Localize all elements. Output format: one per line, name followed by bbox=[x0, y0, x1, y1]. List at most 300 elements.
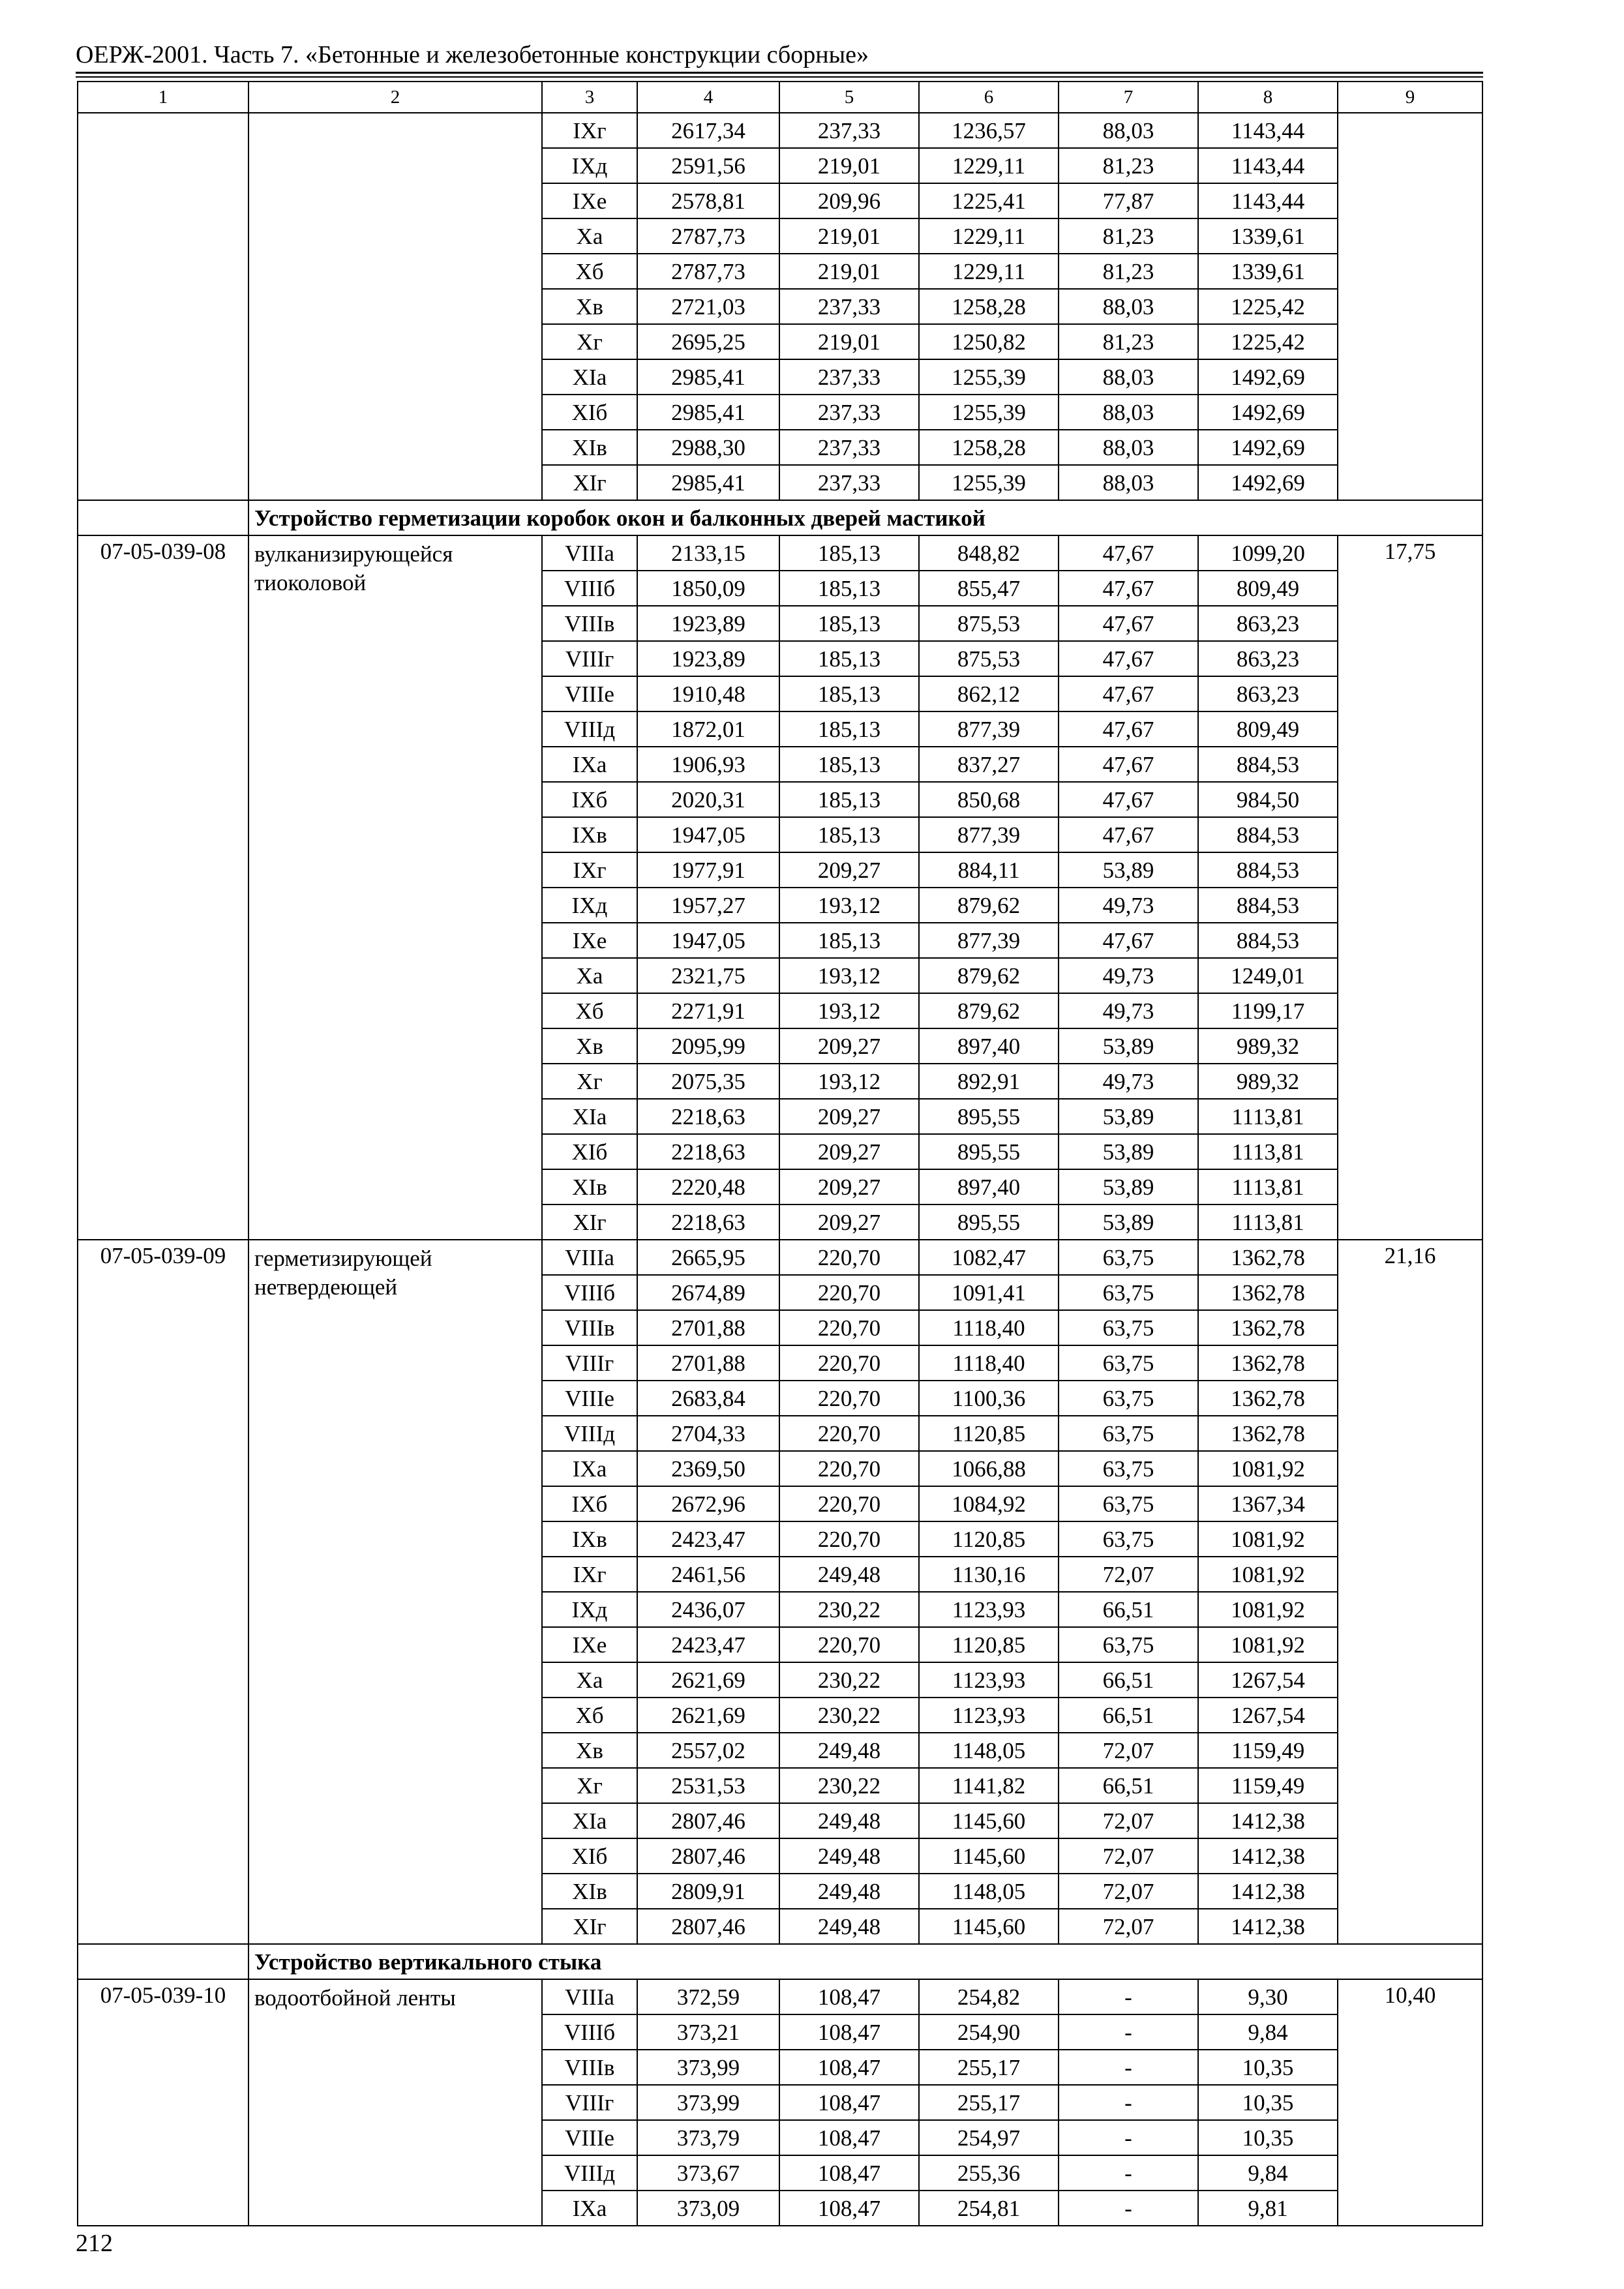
total-cost-cell: 2423,47 bbox=[637, 1521, 779, 1557]
wages-cell: 220,70 bbox=[779, 1381, 919, 1416]
total-cost-cell: 2218,63 bbox=[637, 1134, 779, 1169]
machinist-wages-cell: 72,07 bbox=[1059, 1803, 1198, 1838]
zone-cell: Xг bbox=[542, 1768, 637, 1803]
machines-cell: 1229,11 bbox=[919, 148, 1059, 183]
zone-cell: VIIIб bbox=[542, 571, 637, 606]
machines-cell: 895,55 bbox=[919, 1134, 1059, 1169]
machinist-wages-cell: 53,89 bbox=[1059, 1134, 1198, 1169]
table-row bbox=[78, 1979, 1482, 2014]
total-cost-cell: 1923,89 bbox=[637, 641, 779, 676]
description-cell bbox=[248, 113, 542, 500]
materials-cell: 1362,78 bbox=[1198, 1275, 1338, 1310]
zone-cell: IXе bbox=[542, 1627, 637, 1662]
machinist-wages-cell: 72,07 bbox=[1059, 1733, 1198, 1768]
machinist-wages-cell: 66,51 bbox=[1059, 1592, 1198, 1627]
machines-cell: 255,17 bbox=[919, 2050, 1059, 2085]
materials-cell: 1199,17 bbox=[1198, 993, 1338, 1028]
machines-cell: 255,36 bbox=[919, 2155, 1059, 2191]
wages-cell: 219,01 bbox=[779, 218, 919, 254]
header-rule-thin bbox=[76, 76, 1483, 78]
wages-cell: 185,13 bbox=[779, 571, 919, 606]
wages-cell: 230,22 bbox=[779, 1698, 919, 1733]
total-cost-cell: 2674,89 bbox=[637, 1275, 779, 1310]
materials-cell: 1159,49 bbox=[1198, 1768, 1338, 1803]
wages-cell: 230,22 bbox=[779, 1662, 919, 1698]
zone-cell: IXa bbox=[542, 747, 637, 782]
section-heading: Устройство герметизации коробок окон и балконных дверей мастикой bbox=[248, 500, 1482, 535]
zone-cell: IXa bbox=[542, 1451, 637, 1486]
materials-cell: 1492,69 bbox=[1198, 395, 1338, 430]
machines-cell: 862,12 bbox=[919, 676, 1059, 711]
materials-cell: 1113,81 bbox=[1198, 1134, 1338, 1169]
materials-cell: 1412,38 bbox=[1198, 1803, 1338, 1838]
machines-cell: 879,62 bbox=[919, 958, 1059, 993]
table-row bbox=[78, 113, 1482, 148]
materials-cell: 1412,38 bbox=[1198, 1909, 1338, 1944]
materials-cell: 1362,78 bbox=[1198, 1416, 1338, 1451]
materials-cell: 1081,92 bbox=[1198, 1592, 1338, 1627]
wages-cell: 237,33 bbox=[779, 289, 919, 324]
materials-cell: 809,49 bbox=[1198, 711, 1338, 747]
wages-cell: 193,12 bbox=[779, 888, 919, 923]
zone-cell: XIв bbox=[542, 1874, 637, 1909]
machinist-wages-cell: 63,75 bbox=[1059, 1275, 1198, 1310]
wages-cell: 230,22 bbox=[779, 1592, 919, 1627]
column-number: 9 bbox=[1338, 82, 1482, 113]
zone-cell: XIг bbox=[542, 1909, 637, 1944]
zone-cell: VIIIд bbox=[542, 1416, 637, 1451]
wages-cell: 249,48 bbox=[779, 1733, 919, 1768]
wages-cell: 237,33 bbox=[779, 359, 919, 395]
machinist-wages-cell: 63,75 bbox=[1059, 1345, 1198, 1381]
materials-cell: 989,32 bbox=[1198, 1028, 1338, 1064]
total-cost-cell: 1872,01 bbox=[637, 711, 779, 747]
materials-cell: 9,81 bbox=[1198, 2191, 1338, 2226]
wages-cell: 237,33 bbox=[779, 430, 919, 465]
zone-cell: IXв bbox=[542, 1521, 637, 1557]
total-cost-cell: 373,09 bbox=[637, 2191, 779, 2226]
machinist-wages-cell: 72,07 bbox=[1059, 1909, 1198, 1944]
materials-cell: 809,49 bbox=[1198, 571, 1338, 606]
materials-cell: 1099,20 bbox=[1198, 535, 1338, 571]
wages-cell: 108,47 bbox=[779, 1979, 919, 2014]
column-number: 5 bbox=[779, 82, 919, 113]
total-cost-cell: 2807,46 bbox=[637, 1803, 779, 1838]
machines-cell: 1118,40 bbox=[919, 1310, 1059, 1345]
materials-cell: 989,32 bbox=[1198, 1064, 1338, 1099]
wages-cell: 108,47 bbox=[779, 2085, 919, 2120]
zone-cell: VIIIв bbox=[542, 606, 637, 641]
materials-cell: 863,23 bbox=[1198, 606, 1338, 641]
machines-cell: 897,40 bbox=[919, 1028, 1059, 1064]
total-cost-cell: 2985,41 bbox=[637, 395, 779, 430]
materials-cell: 1249,01 bbox=[1198, 958, 1338, 993]
total-cost-cell: 1947,05 bbox=[637, 817, 779, 852]
labor-cost-value: 10,40 bbox=[1338, 1979, 1482, 2226]
section-heading-blank bbox=[78, 1944, 248, 1979]
wages-cell: 185,13 bbox=[779, 535, 919, 571]
machinist-wages-cell: 49,73 bbox=[1059, 993, 1198, 1028]
machinist-wages-cell: 47,67 bbox=[1059, 923, 1198, 958]
zone-cell: VIIIе bbox=[542, 676, 637, 711]
materials-cell: 9,84 bbox=[1198, 2014, 1338, 2050]
materials-cell: 1492,69 bbox=[1198, 430, 1338, 465]
machinist-wages-cell: 88,03 bbox=[1059, 395, 1198, 430]
zone-cell: IXг bbox=[542, 1557, 637, 1592]
machines-cell: 1091,41 bbox=[919, 1275, 1059, 1310]
zone-cell: VIIIв bbox=[542, 1310, 637, 1345]
total-cost-cell: 2369,50 bbox=[637, 1451, 779, 1486]
total-cost-cell: 2683,84 bbox=[637, 1381, 779, 1416]
wages-cell: 249,48 bbox=[779, 1557, 919, 1592]
machinist-wages-cell: 81,23 bbox=[1059, 148, 1198, 183]
machinist-wages-cell: - bbox=[1059, 2191, 1198, 2226]
zone-cell: Xг bbox=[542, 324, 637, 359]
machinist-wages-cell: 88,03 bbox=[1059, 113, 1198, 148]
materials-cell: 1362,78 bbox=[1198, 1345, 1338, 1381]
machinist-wages-cell: 63,75 bbox=[1059, 1310, 1198, 1345]
labor-cost-value: 21,16 bbox=[1338, 1240, 1482, 1944]
column-number: 8 bbox=[1198, 82, 1338, 113]
total-cost-cell: 2218,63 bbox=[637, 1099, 779, 1134]
column-number-row bbox=[78, 82, 1482, 113]
wages-cell: 185,13 bbox=[779, 676, 919, 711]
zone-cell: Xв bbox=[542, 1028, 637, 1064]
machines-cell: 1148,05 bbox=[919, 1874, 1059, 1909]
machinist-wages-cell: 63,75 bbox=[1059, 1627, 1198, 1662]
wages-cell: 193,12 bbox=[779, 1064, 919, 1099]
zone-cell: IXa bbox=[542, 2191, 637, 2226]
total-cost-cell: 1947,05 bbox=[637, 923, 779, 958]
total-cost-cell: 2809,91 bbox=[637, 1874, 779, 1909]
rates-table bbox=[77, 81, 1483, 2226]
materials-cell: 1492,69 bbox=[1198, 465, 1338, 500]
column-number: 1 bbox=[78, 82, 248, 113]
zone-cell: IXг bbox=[542, 113, 637, 148]
machinist-wages-cell: 53,89 bbox=[1059, 1028, 1198, 1064]
machines-cell: 1255,39 bbox=[919, 395, 1059, 430]
machinist-wages-cell: 81,23 bbox=[1059, 324, 1198, 359]
zone-cell: VIIIa bbox=[542, 535, 637, 571]
zone-cell: VIIIa bbox=[542, 1979, 637, 2014]
wages-cell: 108,47 bbox=[779, 2191, 919, 2226]
machinist-wages-cell: 66,51 bbox=[1059, 1662, 1198, 1698]
total-cost-cell: 2701,88 bbox=[637, 1310, 779, 1345]
machinist-wages-cell: - bbox=[1059, 2120, 1198, 2155]
machines-cell: 1100,36 bbox=[919, 1381, 1059, 1416]
rate-code: 07-05-039-09 bbox=[78, 1240, 248, 1944]
column-number: 4 bbox=[637, 82, 779, 113]
zone-cell: IXд bbox=[542, 888, 637, 923]
total-cost-cell: 2578,81 bbox=[637, 183, 779, 218]
total-cost-cell: 373,99 bbox=[637, 2085, 779, 2120]
machinist-wages-cell: 63,75 bbox=[1059, 1416, 1198, 1451]
total-cost-cell: 2695,25 bbox=[637, 324, 779, 359]
rate-code: 07-05-039-08 bbox=[78, 535, 248, 1240]
machines-cell: 1120,85 bbox=[919, 1416, 1059, 1451]
total-cost-cell: 2423,47 bbox=[637, 1627, 779, 1662]
total-cost-cell: 2218,63 bbox=[637, 1204, 779, 1240]
materials-cell: 1367,34 bbox=[1198, 1486, 1338, 1521]
machines-cell: 848,82 bbox=[919, 535, 1059, 571]
machines-cell: 1123,93 bbox=[919, 1698, 1059, 1733]
machinist-wages-cell: 47,67 bbox=[1059, 606, 1198, 641]
total-cost-cell: 2988,30 bbox=[637, 430, 779, 465]
machines-cell: 1141,82 bbox=[919, 1768, 1059, 1803]
zone-cell: VIIIе bbox=[542, 1381, 637, 1416]
zone-cell: IXе bbox=[542, 923, 637, 958]
machines-cell: 1148,05 bbox=[919, 1733, 1059, 1768]
materials-cell: 10,35 bbox=[1198, 2050, 1338, 2085]
zone-cell: VIIIд bbox=[542, 711, 637, 747]
machinist-wages-cell: 81,23 bbox=[1059, 218, 1198, 254]
wages-cell: 249,48 bbox=[779, 1838, 919, 1874]
materials-cell: 1081,92 bbox=[1198, 1451, 1338, 1486]
machines-cell: 1066,88 bbox=[919, 1451, 1059, 1486]
zone-cell: IXд bbox=[542, 1592, 637, 1627]
materials-cell: 1113,81 bbox=[1198, 1099, 1338, 1134]
machines-cell: 895,55 bbox=[919, 1204, 1059, 1240]
machinist-wages-cell: 47,67 bbox=[1059, 817, 1198, 852]
wages-cell: 185,13 bbox=[779, 782, 919, 817]
zone-cell: Xв bbox=[542, 289, 637, 324]
machines-cell: 850,68 bbox=[919, 782, 1059, 817]
machinist-wages-cell: 47,67 bbox=[1059, 711, 1198, 747]
machinist-wages-cell: 63,75 bbox=[1059, 1521, 1198, 1557]
machines-cell: 254,90 bbox=[919, 2014, 1059, 2050]
zone-cell: IXг bbox=[542, 852, 637, 888]
total-cost-cell: 2787,73 bbox=[637, 218, 779, 254]
wages-cell: 209,27 bbox=[779, 1169, 919, 1204]
materials-cell: 1113,81 bbox=[1198, 1204, 1338, 1240]
wages-cell: 237,33 bbox=[779, 395, 919, 430]
machines-cell: 1145,60 bbox=[919, 1803, 1059, 1838]
zone-cell: XIa bbox=[542, 1099, 637, 1134]
wages-cell: 220,70 bbox=[779, 1486, 919, 1521]
machinist-wages-cell: 47,67 bbox=[1059, 676, 1198, 711]
machinist-wages-cell: 66,51 bbox=[1059, 1768, 1198, 1803]
total-cost-cell: 2701,88 bbox=[637, 1345, 779, 1381]
machinist-wages-cell: - bbox=[1059, 1979, 1198, 2014]
machinist-wages-cell: 53,89 bbox=[1059, 1204, 1198, 1240]
total-cost-cell: 2665,95 bbox=[637, 1240, 779, 1275]
table-row bbox=[78, 1240, 1482, 1275]
zone-cell: Xв bbox=[542, 1733, 637, 1768]
wages-cell: 237,33 bbox=[779, 465, 919, 500]
wages-cell: 220,70 bbox=[779, 1451, 919, 1486]
machines-cell: 1229,11 bbox=[919, 254, 1059, 289]
total-cost-cell: 2461,56 bbox=[637, 1557, 779, 1592]
machines-cell: 1236,57 bbox=[919, 113, 1059, 148]
table-row bbox=[78, 535, 1482, 571]
materials-cell: 1362,78 bbox=[1198, 1240, 1338, 1275]
total-cost-cell: 2621,69 bbox=[637, 1698, 779, 1733]
wages-cell: 108,47 bbox=[779, 2050, 919, 2085]
total-cost-cell: 2436,07 bbox=[637, 1592, 779, 1627]
total-cost-cell: 2075,35 bbox=[637, 1064, 779, 1099]
wages-cell: 193,12 bbox=[779, 993, 919, 1028]
table-body bbox=[78, 82, 1482, 2226]
total-cost-cell: 2672,96 bbox=[637, 1486, 779, 1521]
materials-cell: 884,53 bbox=[1198, 923, 1338, 958]
column-number: 6 bbox=[919, 82, 1059, 113]
wages-cell: 209,96 bbox=[779, 183, 919, 218]
wages-cell: 209,27 bbox=[779, 1099, 919, 1134]
wages-cell: 220,70 bbox=[779, 1627, 919, 1662]
rate-code: 07-05-039-10 bbox=[78, 1979, 248, 2226]
materials-cell: 9,84 bbox=[1198, 2155, 1338, 2191]
zone-cell: Xa bbox=[542, 218, 637, 254]
zone-cell: Xa bbox=[542, 958, 637, 993]
zone-cell: VIIIг bbox=[542, 2085, 637, 2120]
total-cost-cell: 2591,56 bbox=[637, 148, 779, 183]
total-cost-cell: 2557,02 bbox=[637, 1733, 779, 1768]
rate-description: водоотбойной ленты bbox=[248, 1979, 542, 2226]
materials-cell: 1412,38 bbox=[1198, 1838, 1338, 1874]
section-heading-row bbox=[78, 500, 1482, 535]
wages-cell: 220,70 bbox=[779, 1240, 919, 1275]
zone-cell: VIIIд bbox=[542, 2155, 637, 2191]
wages-cell: 249,48 bbox=[779, 1874, 919, 1909]
machines-cell: 1255,39 bbox=[919, 465, 1059, 500]
machinist-wages-cell: - bbox=[1059, 2014, 1198, 2050]
machines-cell: 1082,47 bbox=[919, 1240, 1059, 1275]
materials-cell: 1339,61 bbox=[1198, 254, 1338, 289]
total-cost-cell: 2020,31 bbox=[637, 782, 779, 817]
machines-cell: 1084,92 bbox=[919, 1486, 1059, 1521]
zone-cell: IXб bbox=[542, 782, 637, 817]
total-cost-cell: 2704,33 bbox=[637, 1416, 779, 1451]
zone-cell: Xб bbox=[542, 1698, 637, 1733]
machines-cell: 1229,11 bbox=[919, 218, 1059, 254]
machinist-wages-cell: 88,03 bbox=[1059, 430, 1198, 465]
zone-cell: Xб bbox=[542, 993, 637, 1028]
wages-cell: 219,01 bbox=[779, 148, 919, 183]
machinist-wages-cell: 63,75 bbox=[1059, 1240, 1198, 1275]
rate-description: герметизирующей нетвердеющей bbox=[248, 1240, 542, 1944]
machines-cell: 254,97 bbox=[919, 2120, 1059, 2155]
materials-cell: 1143,44 bbox=[1198, 148, 1338, 183]
materials-cell: 1143,44 bbox=[1198, 183, 1338, 218]
total-cost-cell: 373,67 bbox=[637, 2155, 779, 2191]
materials-cell: 884,53 bbox=[1198, 852, 1338, 888]
section-heading-blank bbox=[78, 500, 248, 535]
materials-cell: 984,50 bbox=[1198, 782, 1338, 817]
total-cost-cell: 2621,69 bbox=[637, 1662, 779, 1698]
materials-cell: 10,35 bbox=[1198, 2120, 1338, 2155]
total-cost-cell: 1850,09 bbox=[637, 571, 779, 606]
machines-cell: 855,47 bbox=[919, 571, 1059, 606]
column-number: 2 bbox=[248, 82, 542, 113]
zone-cell: VIIIг bbox=[542, 641, 637, 676]
materials-cell: 1081,92 bbox=[1198, 1557, 1338, 1592]
machines-cell: 897,40 bbox=[919, 1169, 1059, 1204]
zone-cell: XIг bbox=[542, 465, 637, 500]
machinist-wages-cell: 63,75 bbox=[1059, 1451, 1198, 1486]
materials-cell: 863,23 bbox=[1198, 676, 1338, 711]
zone-cell: VIIIв bbox=[542, 2050, 637, 2085]
zone-cell: XIa bbox=[542, 359, 637, 395]
machinist-wages-cell: 88,03 bbox=[1059, 359, 1198, 395]
materials-cell: 1081,92 bbox=[1198, 1521, 1338, 1557]
wages-cell: 209,27 bbox=[779, 1204, 919, 1240]
machines-cell: 837,27 bbox=[919, 747, 1059, 782]
machinist-wages-cell: 88,03 bbox=[1059, 289, 1198, 324]
machines-cell: 884,11 bbox=[919, 852, 1059, 888]
zone-cell: Xб bbox=[542, 254, 637, 289]
total-cost-cell: 2787,73 bbox=[637, 254, 779, 289]
machinist-wages-cell: 47,67 bbox=[1059, 535, 1198, 571]
machines-cell: 1225,41 bbox=[919, 183, 1059, 218]
machines-cell: 1130,16 bbox=[919, 1557, 1059, 1592]
materials-cell: 1362,78 bbox=[1198, 1381, 1338, 1416]
total-cost-cell: 373,99 bbox=[637, 2050, 779, 2085]
materials-cell: 884,53 bbox=[1198, 817, 1338, 852]
zone-cell: XIб bbox=[542, 1134, 637, 1169]
materials-cell: 1159,49 bbox=[1198, 1733, 1338, 1768]
machinist-wages-cell: 72,07 bbox=[1059, 1557, 1198, 1592]
total-cost-cell: 2617,34 bbox=[637, 113, 779, 148]
wages-cell: 219,01 bbox=[779, 324, 919, 359]
page-number: 212 bbox=[76, 2230, 113, 2257]
wages-cell: 185,13 bbox=[779, 606, 919, 641]
machinist-wages-cell: 47,67 bbox=[1059, 747, 1198, 782]
machinist-wages-cell: 72,07 bbox=[1059, 1874, 1198, 1909]
wages-cell: 220,70 bbox=[779, 1275, 919, 1310]
total-cost-cell: 2271,91 bbox=[637, 993, 779, 1028]
total-cost-cell: 1910,48 bbox=[637, 676, 779, 711]
machines-cell: 1123,93 bbox=[919, 1662, 1059, 1698]
materials-cell: 1267,54 bbox=[1198, 1662, 1338, 1698]
materials-cell: 1225,42 bbox=[1198, 324, 1338, 359]
wages-cell: 249,48 bbox=[779, 1909, 919, 1944]
wages-cell: 185,13 bbox=[779, 711, 919, 747]
zone-cell: VIIIе bbox=[542, 2120, 637, 2155]
section-heading-row bbox=[78, 1944, 1482, 1979]
machines-cell: 1123,93 bbox=[919, 1592, 1059, 1627]
materials-cell: 1339,61 bbox=[1198, 218, 1338, 254]
zone-cell: IXд bbox=[542, 148, 637, 183]
wages-cell: 209,27 bbox=[779, 1134, 919, 1169]
machinist-wages-cell: 77,87 bbox=[1059, 183, 1198, 218]
zone-cell: Xг bbox=[542, 1064, 637, 1099]
machines-cell: 1250,82 bbox=[919, 324, 1059, 359]
zone-cell: XIб bbox=[542, 1838, 637, 1874]
wages-cell: 185,13 bbox=[779, 923, 919, 958]
zone-cell: IXе bbox=[542, 183, 637, 218]
wages-cell: 193,12 bbox=[779, 958, 919, 993]
machines-cell: 875,53 bbox=[919, 641, 1059, 676]
materials-cell: 1113,81 bbox=[1198, 1169, 1338, 1204]
machines-cell: 255,17 bbox=[919, 2085, 1059, 2120]
total-cost-cell: 373,79 bbox=[637, 2120, 779, 2155]
wages-cell: 220,70 bbox=[779, 1416, 919, 1451]
total-cost-cell: 372,59 bbox=[637, 1979, 779, 2014]
materials-cell: 863,23 bbox=[1198, 641, 1338, 676]
machines-cell: 1145,60 bbox=[919, 1838, 1059, 1874]
materials-cell: 1362,78 bbox=[1198, 1310, 1338, 1345]
machinist-wages-cell: - bbox=[1059, 2050, 1198, 2085]
total-cost-cell: 2985,41 bbox=[637, 465, 779, 500]
materials-cell: 1225,42 bbox=[1198, 289, 1338, 324]
machinist-wages-cell: 63,75 bbox=[1059, 1486, 1198, 1521]
machinist-wages-cell: 53,89 bbox=[1059, 1099, 1198, 1134]
machines-cell: 895,55 bbox=[919, 1099, 1059, 1134]
zone-cell: XIб bbox=[542, 395, 637, 430]
zone-cell: VIIIг bbox=[542, 1345, 637, 1381]
machines-cell: 254,81 bbox=[919, 2191, 1059, 2226]
wages-cell: 108,47 bbox=[779, 2014, 919, 2050]
